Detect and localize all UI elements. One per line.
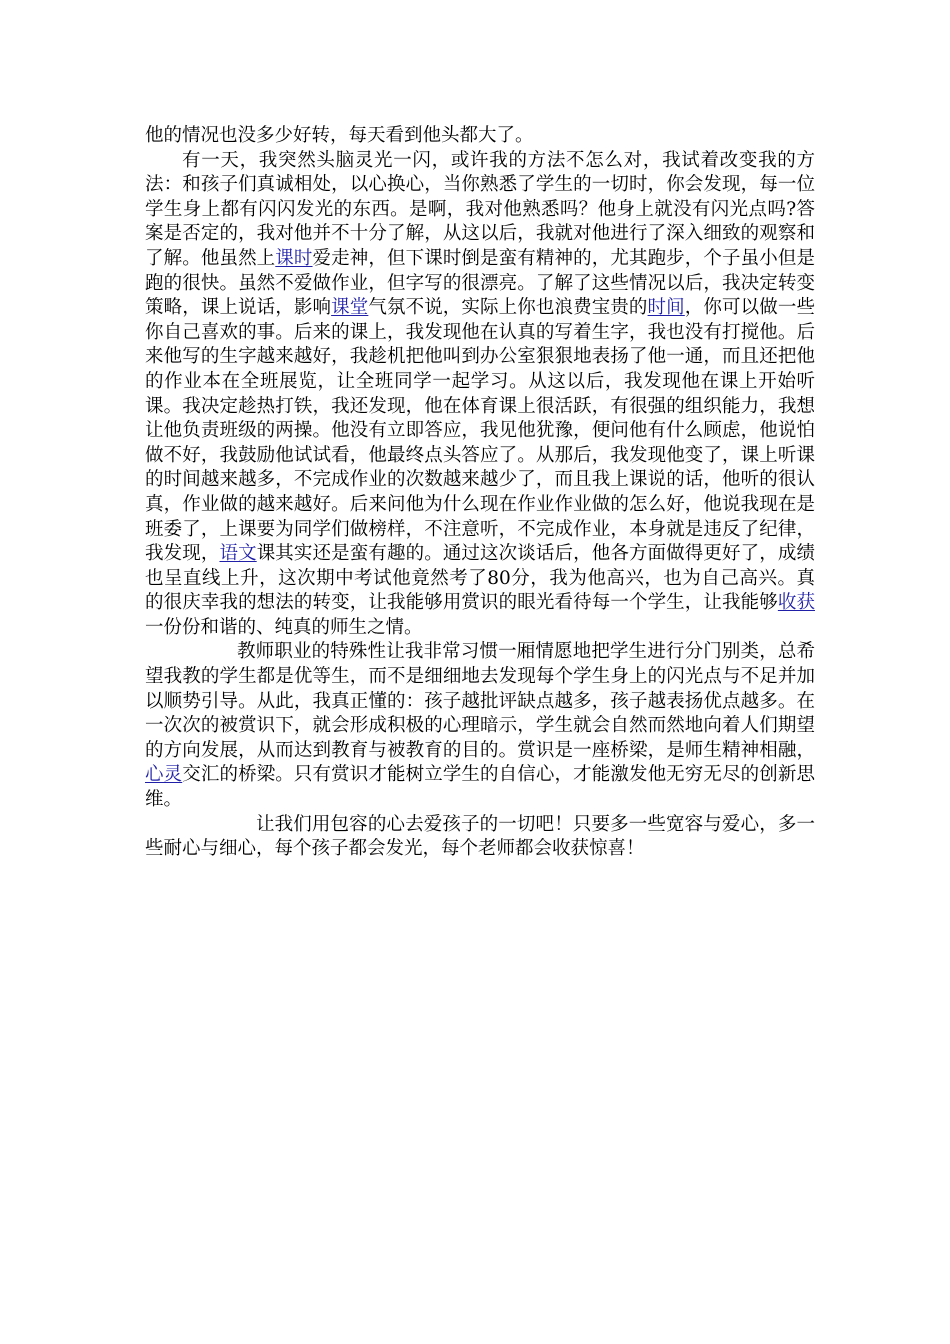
paragraph-2	[145, 149, 815, 641]
link-keshi[interactable]: 课时	[275, 247, 313, 269]
paragraph-3	[145, 640, 815, 812]
link-shijian[interactable]: 时间	[647, 297, 685, 319]
text-segment: 教师职业的特殊性让我非常习惯一厢情愿地把学生进行分门别类，总希望我教的学生都是优等生，而不是细细地去发现每个学生身上的闪光点与不足并加以顺势引导。从此，我真正懂的：孩子越批评缺点越多，孩子越表扬优点越多。在一次次的被赏识下，就会形成积极的心理暗示，学生就会自然而然地向着人们期望的方向发展，从而达到教育与被教育的目的。赏识是一座桥梁，是师生精神相融，	[145, 641, 815, 761]
paragraph-1	[145, 124, 815, 149]
link-xinling[interactable]: 心灵	[145, 764, 183, 786]
text-segment: 他的情况也没多少好转，每天看到他头都大了。	[145, 125, 534, 146]
text-segment: ，你可以做一些你自己喜欢的事。后来的课上，我发现他在认真的写着生字，我也没有打搅他。后来他写的生字越来越好，我趁机把他叫到办公室狠狠地表扬了他一通，而且还把他的作业本在全班展览，让全班同学一起学习。从这以后，我发现他在课上开始听课。我决定趁热打铁，我还发现，他在体育课上很活跃，有很强的组织能力，我想让他负责班级的两操。他没有立即答应，我见他犹豫，便问他有什么顾虑，他说怕做不好，我鼓励他试试看，他最终点头答应了。从那后，我发现他变了，课上听课的时间越来越多，不完成作业的次数越来越少了，而且我上课说的话，他听的很认真，作业做的越来越好。后来问他为什么现在作业作业做的怎么好，他说我现在是班委了，上课要为同学们做榜样，不注意听，不完成作业，本身就是违反了纪律，我发现，	[145, 297, 815, 565]
text-segment: 一份份和谐的、纯真的师生之情。	[145, 616, 423, 638]
text-segment: 让我们用包容的心去爱孩子的一切吧！只要多一些宽容与爱心，多一些耐心与细心，每个孩子都会发光，每个老师都会收获惊喜！	[145, 813, 815, 860]
text-segment: 课其实还是蛮有趣的。通过这次谈话后，他各方面做得更好了，成绩也呈直线上升，这次期中考试他竟然考了80分，我为他高兴，也为自己高兴。真的很庆幸我的想法的转变，让我能够用赏识的眼光看待每一个学生，让我能够	[145, 543, 815, 614]
text-segment: 有一天，我突然头脑灵光一闪，或许我的方法不怎么对，我试着改变我的方法：和孩子们真诚相处，以心换心，当你熟悉了学生的一切时，你会发现，每一位学生身上都有闪闪发光的东西。是啊，我对他熟悉吗？他身上就没有闪光点吗?答案是否定的，我对他并不十分了解，从这以后，我就对他进行了深入细致的观察和了解。他虽然上	[145, 149, 815, 269]
paragraph-4	[145, 813, 815, 862]
text-segment: 爱走神，但下课时倒是蛮有精神的，尤其跑步，个子虽小但是跑的很快。虽然不爱做作业，但字写的很漂亮。了解了这些情况以后，我决定转变策略，课上说话，影响	[145, 247, 815, 319]
text-segment: 交汇的桥梁。只有赏识才能树立学生的自信心，才能激发他无穷无尽的创新思维。	[145, 764, 815, 811]
link-ketang[interactable]: 课堂	[331, 297, 369, 319]
link-yuwen[interactable]: 语文	[219, 543, 257, 565]
document-body	[145, 124, 815, 862]
link-shouhuo[interactable]: 收获	[777, 592, 815, 614]
text-segment: 气氛不说，实际上你也浪费宝贵的	[368, 297, 648, 319]
